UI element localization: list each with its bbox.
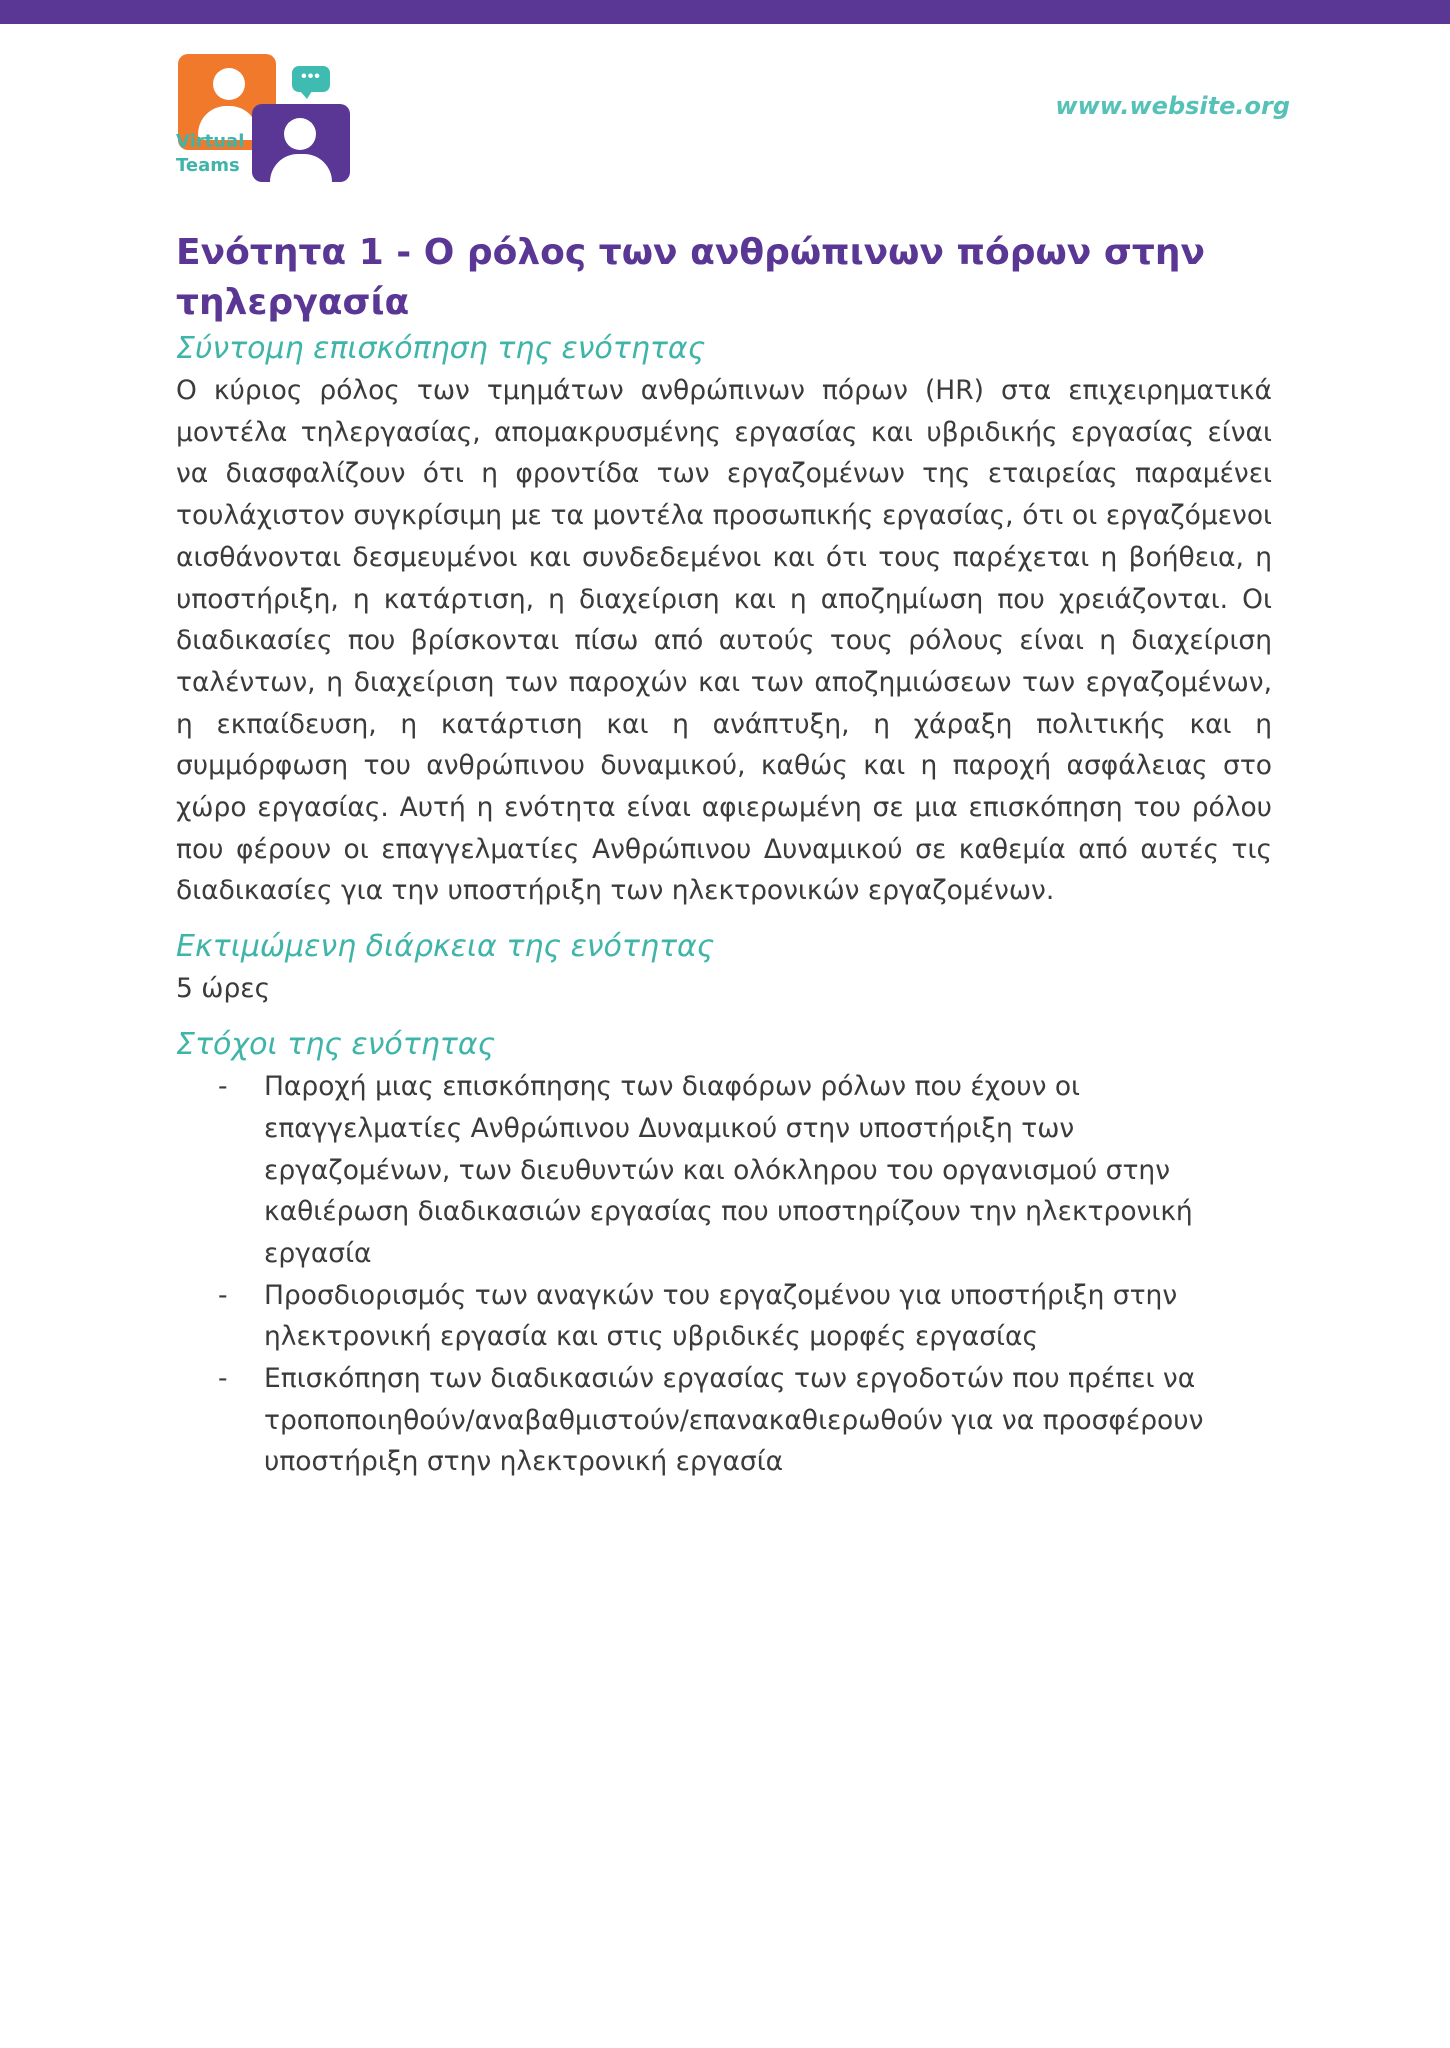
overview-heading: Σύντομη επισκόπηση της ενότητας bbox=[176, 331, 706, 366]
module-title: Ενότητα 1 - Ο ρόλος των ανθρώπινων πόρων στην τηλεργασία bbox=[176, 232, 1205, 323]
page-header bbox=[176, 52, 1290, 182]
goal-text: Παροχή μιας επισκόπησης των διαφόρων ρόλων που έχουν οι επαγγελματίες Ανθρώπινου Δυναμικού στην υποστήριξη των εργαζομένων, των διευθυντών και ολόκληρου του οργανισμού στην καθιέρωση διαδικασιών εργασίας που υποστηρίζουν την ηλεκτρονική εργασία bbox=[264, 1071, 1193, 1269]
goal-text: Προσδιορισμός των αναγκών του εργαζομένου για υποστήριξη στην ηλεκτρονική εργασία και στις υβριδικές μορφές εργασίας bbox=[264, 1279, 1178, 1353]
top-color-bar bbox=[0, 0, 1450, 24]
overview-paragraph: Ο κύριος ρόλος των τμημάτων ανθρώπινων πόρων (HR) στα επιχειρηματικά μοντέλα τηλεργασίας, απομακρυσμένης εργασίας και υβριδικής εργασίας είναι να διασφαλίζουν ότι η φροντίδα των εργαζομένων της εταιρείας παραμένει τουλάχιστον συγκρίσιμη με τα μοντέλα προσωπικής εργασίας, ότι οι εργαζόμενοι αισθάνονται δεσμευμένοι και συνδεδεμένοι και ότι τους παρέχεται η βοήθεια, η υποστήριξη, η κατάρτιση, η διαχείριση και η αποζημίωση που χρειάζονται. Οι διαδικασίες που βρίσκονται πίσω από αυτούς τους ρόλους είναι η διαχείριση ταλέντων, η διαχείριση των παροχών και των αποζημιώσεων των εργαζομένων, η εκπαίδευση, η κατάρτιση και η ανάπτυξη, η χάραξη πολιτικής και η συμμόρφωση του ανθρώπινου δυναμικού, καθώς και η παροχή ασφάλειας στο χώρο εργασίας. Αυτή η ενότητα είναι αφιερωμένη σε μια επισκόπηση του ρόλου που φέρουν οι επαγγελματίες Ανθρώπινου Δυναμικού σε καθεμία από αυτές τις διαδικασίες για την υποστήριξη των ηλεκτρονικών εργαζομένων. bbox=[176, 375, 1272, 907]
logo-text-line2: Teams bbox=[176, 155, 240, 176]
virtual-teams-logo bbox=[176, 52, 356, 182]
duration-value: 5 ώρες bbox=[176, 973, 271, 1005]
goal-item-1 bbox=[176, 1066, 1268, 1275]
duration-heading: Εκτιμώμενη διάρκεια της ενότητας bbox=[176, 929, 715, 965]
logo-text bbox=[176, 130, 266, 178]
bullet-dash: - bbox=[218, 1279, 228, 1311]
module-content bbox=[176, 228, 1272, 1483]
goal-item-3 bbox=[176, 1358, 1268, 1483]
goals-list bbox=[176, 1066, 1272, 1483]
bullet-dash: - bbox=[218, 1071, 228, 1103]
chat-bubble-icon: ••• bbox=[292, 66, 330, 92]
goal-item-2 bbox=[176, 1275, 1268, 1358]
goals-heading: Στόχοι της ενότητας bbox=[176, 1027, 496, 1063]
bullet-dash: - bbox=[218, 1363, 228, 1395]
goal-text: Επισκόπηση των διαδικασιών εργασίας των εργοδοτών που πρέπει να τροποποιηθούν/αναβαθμιστούν/επανακαθιερωθούν για να προσφέρουν υποστήριξη στην ηλεκτρονική εργασία bbox=[264, 1363, 1204, 1478]
logo-purple-person-icon bbox=[252, 104, 350, 182]
logo-text-line1: Virtual bbox=[176, 131, 245, 152]
website-url: www.website.org bbox=[1055, 92, 1290, 120]
